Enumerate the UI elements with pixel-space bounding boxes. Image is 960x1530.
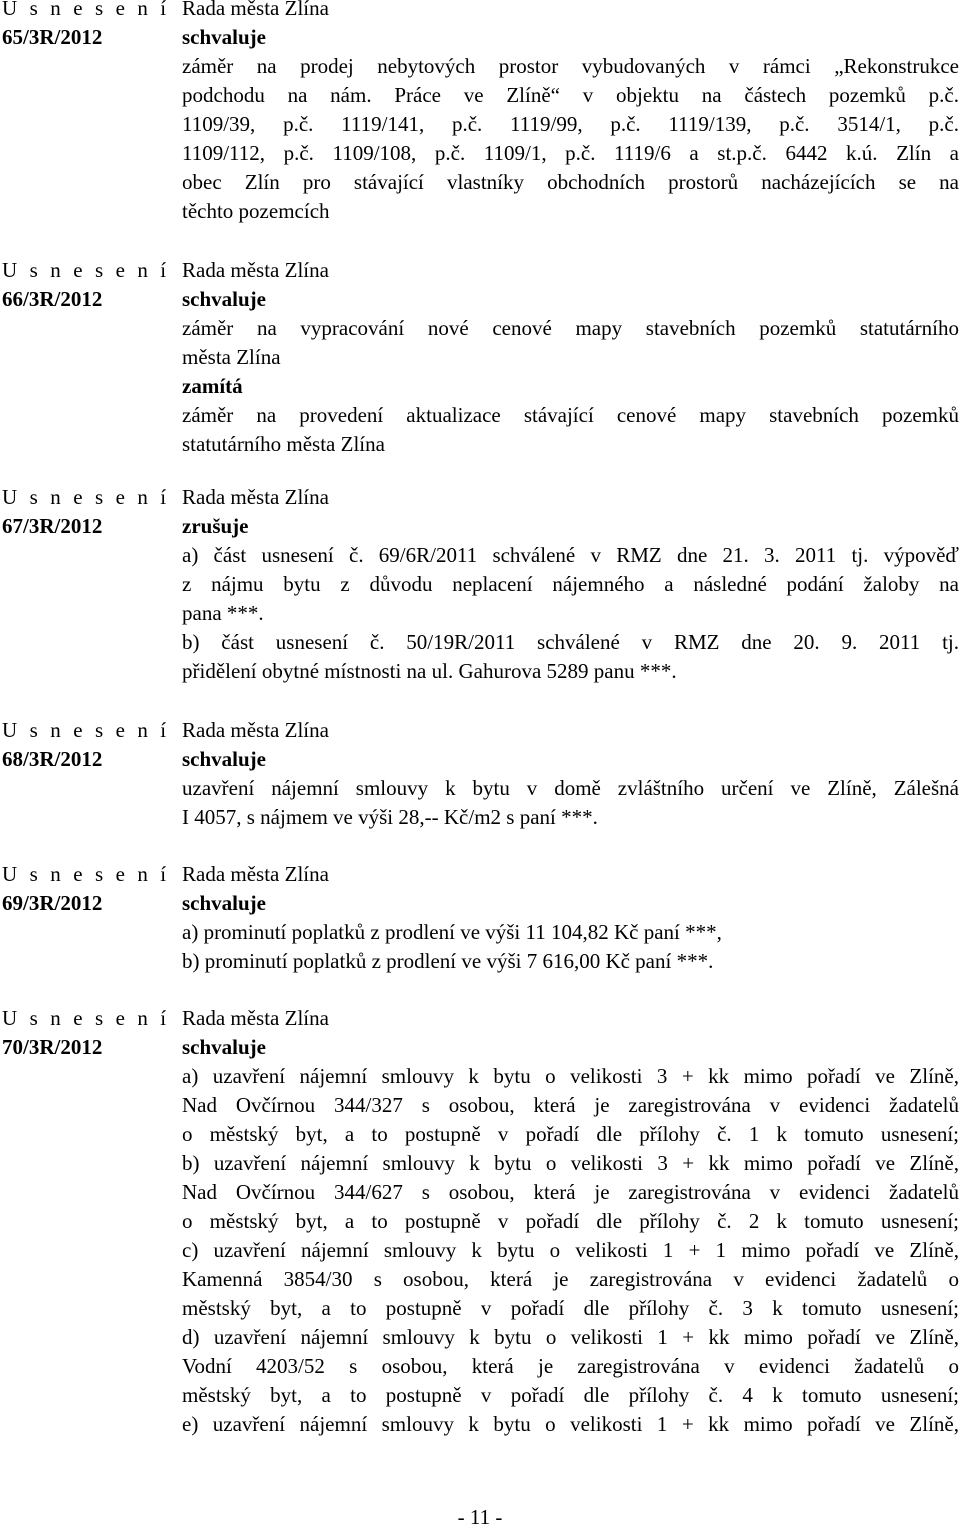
resolution-body: Rada města Zlína: [182, 258, 329, 282]
resolution-body: Rada města Zlína: [182, 0, 329, 20]
resolution-text-line: Vodní 4203/52 s osobou, která je zaregistrována v evidenci žadatelů o: [182, 1354, 959, 1378]
resolution-text-line: d) uzavření nájemní smlouvy k bytu o velikosti 1 + kk mimo pořadí ve Zlíně,: [182, 1325, 959, 1349]
resolution-text-line: e) uzavření nájemní smlouvy k bytu o velikosti 1 + kk mimo pořadí ve Zlíně,: [182, 1412, 959, 1436]
resolution-content: [182, 483, 959, 686]
resolution-body: Rada města Zlína: [182, 718, 329, 742]
resolution-text-line: záměr na prodej nebytových prostor vybudovaných v rámci „Rekonstrukce: [182, 54, 959, 78]
resolution-label-word: U s n e s e n í: [2, 1006, 170, 1030]
resolution-text-line: města Zlína: [182, 345, 281, 369]
resolution-text-line: obec Zlín pro stávající vlastníky obchodních prostorů nacházejících se na: [182, 170, 959, 194]
page-number: - 11 -: [457, 1505, 503, 1529]
resolution-text-line: podchodu na nám. Práce ve Zlíně“ v objektu na částech pozemků p.č.: [182, 83, 959, 107]
resolution-number: 66/3R/2012: [2, 287, 103, 311]
resolution-verb: schvaluje: [182, 287, 266, 311]
resolution-text-line: c) uzavření nájemní smlouvy k bytu o velikosti 1 + 1 mimo pořadí ve Zlíně,: [182, 1238, 959, 1262]
resolution-body: Rada města Zlína: [182, 862, 329, 886]
resolution-text-line: přidělení obytné místnosti na ul. Gahurova 5289 panu ***.: [182, 659, 677, 683]
resolution-verb: zamítá: [182, 374, 243, 398]
resolution-number: 70/3R/2012: [2, 1035, 103, 1059]
resolution-content: [182, 716, 959, 832]
resolution-verb: zrušuje: [182, 514, 249, 538]
resolution-number: 67/3R/2012: [2, 514, 103, 538]
resolution-text-line: b) uzavření nájemní smlouvy k bytu o velikosti 3 + kk mimo pořadí ve Zlíně,: [182, 1151, 959, 1175]
resolution-text-line: o městský byt, a to postupně v pořadí dle přílohy č. 2 k tomuto usnesení;: [182, 1209, 959, 1233]
resolution-content: [182, 860, 959, 976]
resolution-verb: schvaluje: [182, 25, 266, 49]
resolution-text-line: 1109/39, p.č. 1119/141, p.č. 1119/99, p.č. 1119/139, p.č. 3514/1, p.č.: [182, 112, 959, 136]
resolution-text-line: a) uzavření nájemní smlouvy k bytu o velikosti 3 + kk mimo pořadí ve Zlíně,: [182, 1064, 959, 1088]
resolution-label-word: U s n e s e n í: [2, 258, 170, 282]
resolution-body: Rada města Zlína: [182, 485, 329, 509]
resolution-verb: schvaluje: [182, 891, 266, 915]
resolution-label: [2, 0, 172, 52]
resolution-label: [2, 860, 172, 918]
resolution-text-line: těchto pozemcích: [182, 199, 330, 223]
resolution-text-line: I 4057, s nájmem ve výši 28,-- Kč/m2 s paní ***.: [182, 805, 598, 829]
resolution-verb: schvaluje: [182, 1035, 266, 1059]
resolution-label-word: U s n e s e n í: [2, 862, 170, 886]
resolution-verb: schvaluje: [182, 747, 266, 771]
resolution-label: [2, 483, 172, 541]
resolution-number: 65/3R/2012: [2, 25, 103, 49]
resolution-text-line: statutárního města Zlína: [182, 432, 385, 456]
resolution-text-line: o městský byt, a to postupně v pořadí dle přílohy č. 1 k tomuto usnesení;: [182, 1122, 959, 1146]
resolution-text-line: uzavření nájemní smlouvy k bytu v domě zvláštního určení ve Zlíně, Zálešná: [182, 776, 959, 800]
resolution-text-line: Nad Ovčírnou 344/327 s osobou, která je zaregistrována v evidenci žadatelů: [182, 1093, 959, 1117]
resolution-label: [2, 1004, 172, 1062]
resolution-text-line: a) část usnesení č. 69/6R/2011 schválené v RMZ dne 21. 3. 2011 tj. výpověď: [182, 543, 959, 567]
resolution-number: 68/3R/2012: [2, 747, 103, 771]
resolution-text-line: 1109/112, p.č. 1109/108, p.č. 1109/1, p.č. 1119/6 a st.p.č. 6442 k.ú. Zlín a: [182, 141, 959, 165]
resolution-text-line: Nad Ovčírnou 344/627 s osobou, která je zaregistrována v evidenci žadatelů: [182, 1180, 959, 1204]
resolution-label: [2, 716, 172, 774]
resolution-body: Rada města Zlína: [182, 1006, 329, 1030]
resolution-text-line: b) část usnesení č. 50/19R/2011 schválené v RMZ dne 20. 9. 2011 tj.: [182, 630, 959, 654]
resolution-text-line: Kamenná 3854/30 s osobou, která je zaregistrována v evidenci žadatelů o: [182, 1267, 959, 1291]
resolution-label-word: U s n e s e n í: [2, 0, 170, 20]
resolution-text-line: b) prominutí poplatků z prodlení ve výši 7 616,00 Kč paní ***.: [182, 949, 714, 973]
resolution-number: 69/3R/2012: [2, 891, 103, 915]
resolution-text-line: záměr na provedení aktualizace stávající cenové mapy stavebních pozemků: [182, 403, 959, 427]
resolution-content: [182, 1004, 959, 1439]
resolution-text-line: z nájmu bytu z důvodu neplacení nájemného a následné podání žaloby na: [182, 572, 959, 596]
resolution-text-line: městský byt, a to postupně v pořadí dle přílohy č. 3 k tomuto usnesení;: [182, 1296, 959, 1320]
resolution-text-line: městský byt, a to postupně v pořadí dle přílohy č. 4 k tomuto usnesení;: [182, 1383, 959, 1407]
resolution-content: [182, 256, 959, 459]
resolution-label-word: U s n e s e n í: [2, 718, 170, 742]
resolution-text-line: a) prominutí poplatků z prodlení ve výši 11 104,82 Kč paní ***,: [182, 920, 722, 944]
resolution-text-line: pana ***.: [182, 601, 264, 625]
resolution-content: [182, 0, 959, 226]
resolution-text-line: záměr na vypracování nové cenové mapy stavebních pozemků statutárního: [182, 316, 959, 340]
resolution-label-word: U s n e s e n í: [2, 485, 170, 509]
resolution-label: [2, 256, 172, 314]
